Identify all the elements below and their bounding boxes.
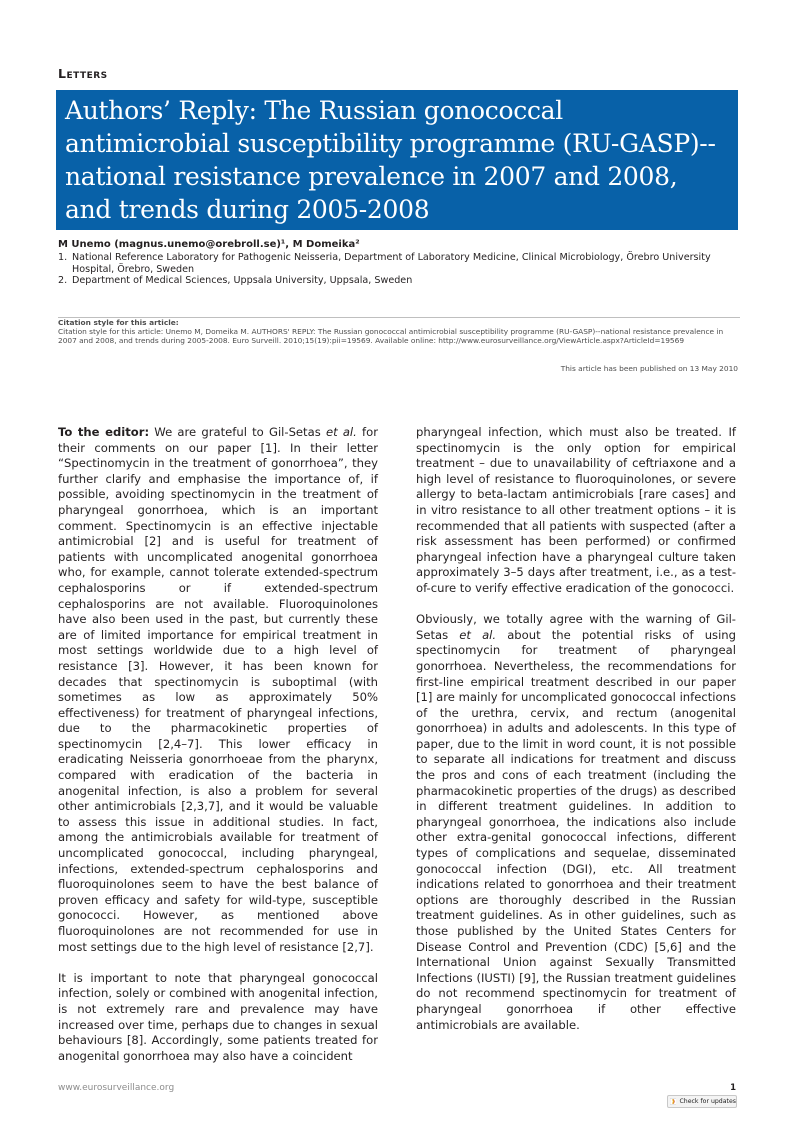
body-paragraph	[416, 612, 736, 1033]
citation-block	[58, 317, 740, 346]
body-paragraph: It is important to note that pharyngeal gonococcal infection, solely or combined with anogenital infection, is not extremely rare and prevalence may have increased over time, perhaps due to changes in sexual behaviours [8]. Accordingly, some patients treated for anogenital gonorrhoea may also have a coincident	[58, 970, 378, 1063]
body-text-italic: et al.	[459, 627, 497, 642]
affiliation-item	[58, 275, 738, 287]
section-label: Letters	[58, 66, 108, 81]
body-paragraph	[58, 425, 378, 955]
affiliation-number: 1.	[58, 252, 68, 263]
publication-date: This article has been published on 13 May 2010	[560, 364, 738, 373]
body-text: about the potential risks of using spectinomycin for treatment of pharyngeal gonorrhoea. Nevertheless, the recommendations for first-line empirical treatment described in our paper [1] are mainly for uncomplicated gonococcal infections of the urethra, cervix, and rectum (anogenital gonorrhoea) in adults and adolescents. In this type of paper, due to the limit in word count, it is not possible to separate all indications for treatment and discuss the pros and cons of each treatment (including the pharmacokinetic properties of the drugs) as described in different treatment guidelines. In addition to pharyngeal gonorrhoea, the indications also include other extra-genital gonococcal infections, different types of complications and sequelae, disseminated gonococcal infection (DGI), etc. All treatment indications related to gonorrhoea and their treatment options are thoroughly described in the Russian treatment guidelines. As in other guidelines, such as those published by the United States Centers for Disease Control and Prevention (CDC) [5,6] and the International Union against Sexually Transmitted Infections (IUSTI) [9], the Russian treatment guidelines do not recommend spectinomycin for treatment of pharyngeal gonorrhoea if other effective antimicrobials are available.	[416, 627, 737, 1032]
citation-text[interactable]: Citation style for this article: Unemo M, Domeika M. AUTHORS' REPLY: The Russian gonococcal antimicrobial susceptibility programme (RU-GASP)--national resistance prevalence in 2007 and 2008, and trends during 2005-2008. Euro Surveill. 2010;15(19):pii=19569. Available online: http://www.eurosurveillance.org/ViewArticle.aspx?ArticleId=19569	[58, 327, 724, 346]
check-for-updates-icon	[670, 1097, 676, 1106]
body-paragraph: pharyngeal infection, which must also be treated. If spectinomycin is the only option for empirical treatment – due to unavailability of ceftriaxone and a high level of resistance to fluoroquinolones, or severe allergy to beta-lactam antimicrobials [rare cases] and in vitro resistance to all other treatment options – it is recommended that all patients with suspected (after a risk assessment has been performed) or confirmed pharyngeal infection have a pharyngeal culture taken approximately 3–5 days after treatment, i.e., as a test-of-cure to verify effective eradication of the gonococci.	[416, 425, 736, 595]
title-banner	[56, 90, 738, 230]
article-title: Authors’ Reply: The Russian gonococcal antimicrobial susceptibility programme (RU-GASP)--national resistance prevalence in 2007 and 2008, and trends during 2005-2008	[65, 96, 716, 224]
body-text: Obviously, we totally agree with the warning of Gil-Setas	[416, 612, 736, 642]
affiliation-list	[58, 252, 738, 287]
affiliation-text: Department of Medical Sciences, Uppsala University, Uppsala, Sweden	[72, 275, 413, 287]
body-column-right	[416, 425, 736, 1049]
body-column-left	[58, 425, 378, 1080]
check-for-updates-button[interactable]	[667, 1095, 737, 1108]
body-text: for their comments on our paper [1]. In their letter “Spectinomycin in the treatment of gonorrhoea”, they further clarify and emphasise the importance of, if possible, avoiding spectinomycin in the treatment of pharyngeal gonorrhoea, which is an important comment. Spectinomycin is an effective injectable antimicrobial [2] and is useful for treatment of patients with uncomplicated anogenital gonorrhoea who, for example, cannot tolerate extended-spectrum cephalosporins or if extended-spectrum cephalosporins are not available. Fluoroquinolones have also been used in the past, but currently these are of limited importance for empirical treatment in most settings worldwide due to a high level of resistance [3]. However, it has been known for decades that spectinomycin is suboptimal (with sometimes as low as approximately 50% effectiveness) for treatment of pharyngeal infections, due to the pharmacokinetic properties of spectinomycin [2,4–7]. This lower efficacy in eradicating Neisseria gonorrhoeae from the pharynx, compared with eradication of the bacteria in anogenital infection, is also a problem for several other antimicrobials [2,3,7], and it would be valuable to assess this issue in additional studies. In fact, among the antimicrobials available for treatment of uncomplicated gonococcal, including pharyngeal, infections, extended-spectrum cephalosporins and fluoroquinolones seem to have the best balance of proven efficacy and safety for wild-type, susceptible gonococci. However, as mentioned above fluoroquinolones are not recommended for use in most settings due to the high level of resistance [2,7].	[58, 425, 378, 954]
page-number: 1	[730, 1083, 736, 1093]
check-for-updates-label: Check for updates	[679, 1098, 736, 1105]
salutation: To the editor:	[58, 425, 150, 439]
author-line: M Unemo (magnus.unemo@orebroll.se)¹, M Domeika²	[58, 239, 360, 250]
affiliation-item	[58, 252, 738, 275]
affiliation-text: National Reference Laboratory for Pathogenic Neisseria, Department of Laboratory Medicine, Clinical Microbiology, Örebro University Hospital, Örebro, Sweden	[72, 252, 711, 275]
footer-url[interactable]: www.eurosurveillance.org	[58, 1083, 175, 1093]
affiliation-number: 2.	[58, 275, 68, 287]
body-text-italic: et al.	[325, 425, 357, 439]
body-text: We are grateful to Gil-Setas	[149, 425, 326, 439]
citation-heading: Citation style for this article:	[58, 318, 179, 327]
